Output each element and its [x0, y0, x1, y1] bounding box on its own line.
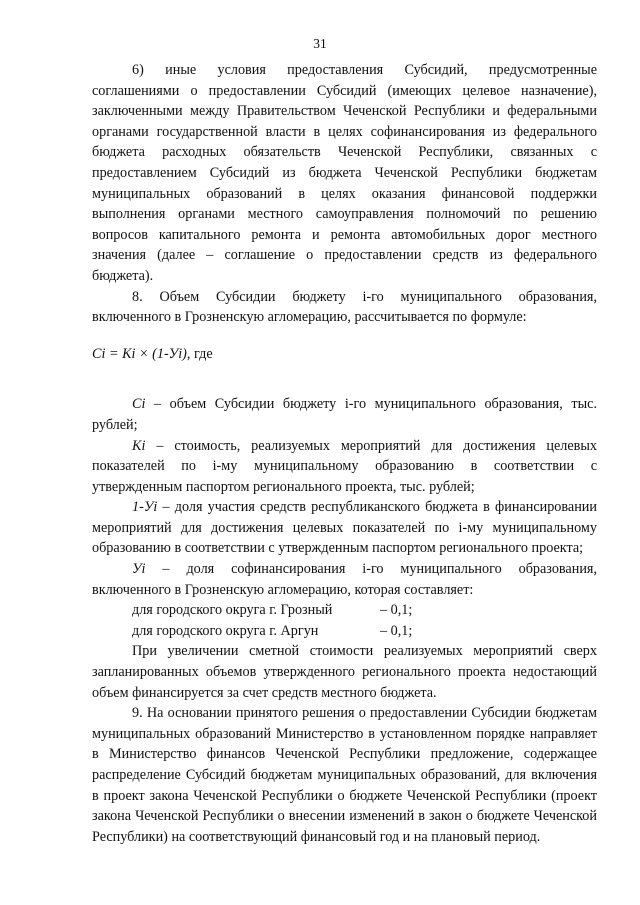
formula — [92, 328, 597, 395]
definition-k-symbol: Ki — [132, 437, 146, 454]
formula-expression: Ci = Ki × (1-Уi) — [92, 345, 187, 362]
page-number: 31 — [313, 36, 327, 51]
definition-k-text: – стоимость, реализуемых мероприятий для достижения целевых показателей по i-му муниципальному образованию в соответствии с утвержденным паспортом регионального проекта, тыс. рублей; — [92, 437, 597, 495]
rate-row-grozny — [92, 600, 597, 621]
definition-1y-text: – доля участия средств республиканского бюджета в финансировании мероприятий для достижения целевых показателей по i-му муниципальному образованию в соответствии с утвержденным паспортом регионального проекта; — [92, 499, 597, 557]
formula-suffix: , где — [186, 345, 213, 362]
rate-row-city: для городского округа г. Грозный — [132, 602, 333, 619]
definition-y-symbol: Уi — [132, 561, 146, 578]
paragraph-6: 6) иные условия предоставления Субсидий, предусмотренные соглашениями о предоставлении Субсидий (имеющих целевое назначение), заключенными между Правительством Чеченской Республики и федеральными органами государственной власти в целях софинансирования из федерального бюджета расходных обязательств Чеченской Республики, связанных с предоставлением Субсидий из бюджета Чеченской Республики бюджетам муниципальных образований в целях оказания финансовой поддержки выполнения органами местного самоуправления полномочий по решению вопросов капитального ремонта и ремонта автомобильных дорог местного значения (далее – соглашение о предоставлении средств из федерального бюджета). — [92, 62, 597, 284]
rate-row-argun — [92, 621, 597, 642]
definition-y — [92, 559, 597, 600]
definition-k — [92, 436, 597, 498]
rate-row-value: – 0,1; — [380, 602, 413, 619]
paragraph-increase: При увеличении сметной стоимости реализуемых мероприятий сверх запланированных объемов утвержденного регионального проекта недостающий объем финансируется за счет средств местного бюджета. — [92, 643, 597, 701]
definition-1y-symbol: 1-Уi — [132, 499, 158, 516]
document-body — [92, 60, 597, 847]
definition-c-symbol: Ci — [132, 396, 146, 413]
definition-1y — [92, 497, 597, 559]
rate-row-city: для городского округа г. Аргун — [132, 622, 319, 639]
definition-c — [92, 394, 597, 435]
paragraph-8: 8. Объем Субсидии бюджету i-го муниципального образования, включенного в Грозненскую агломерацию, рассчитывается по формуле: — [92, 288, 597, 326]
definition-c-text: – объем Субсидии бюджету i-го муниципального образования, тыс. рублей; — [92, 396, 597, 433]
paragraph-9: 9. На основании принятого решения о предоставлении Субсидии бюджетам муниципальных образований Министерство в установленном порядке направляет в Министерство финансов Чеченской Республики предложение, содержащее распределение Субсидий бюджетам муниципальных образований, для включения в проект закона Чеченской Республики о бюджете Чеченской Республики (проект закона Чеченской Республики о внесении изменений в закон о бюджете Чеченской Республики) на соответствующий финансовый год и на плановый период. — [92, 705, 597, 845]
rate-row-value: – 0,1; — [380, 622, 413, 639]
definition-y-text: – доля софинансирования i-го муниципального образования, включенного в Грозненскую агломерацию, которая составляет: — [92, 561, 597, 598]
